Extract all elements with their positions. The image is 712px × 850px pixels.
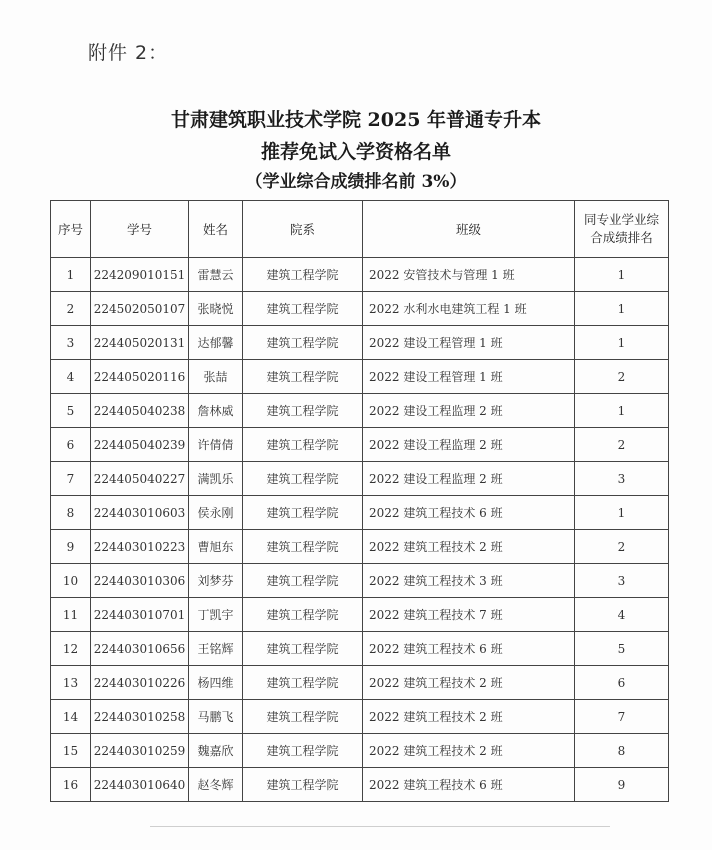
cell-department: 建筑工程学院 bbox=[243, 530, 363, 564]
table-row bbox=[51, 530, 669, 564]
cell-student-id: 224405040239 bbox=[91, 428, 189, 462]
cell-index: 1 bbox=[51, 258, 91, 292]
cell-index: 8 bbox=[51, 496, 91, 530]
cell-class: 2022 建设工程管理 1 班 bbox=[363, 326, 575, 360]
cell-index: 10 bbox=[51, 564, 91, 598]
cell-class: 2022 建设工程监理 2 班 bbox=[363, 394, 575, 428]
cell-rank: 9 bbox=[575, 768, 669, 802]
cell-student-id: 224403010223 bbox=[91, 530, 189, 564]
header-department: 院系 bbox=[243, 201, 363, 258]
cell-name: 刘梦芬 bbox=[189, 564, 243, 598]
cell-department: 建筑工程学院 bbox=[243, 258, 363, 292]
cell-rank: 1 bbox=[575, 326, 669, 360]
cell-department: 建筑工程学院 bbox=[243, 462, 363, 496]
cell-name: 魏嘉欣 bbox=[189, 734, 243, 768]
cell-department: 建筑工程学院 bbox=[243, 292, 363, 326]
cell-student-id: 224403010226 bbox=[91, 666, 189, 700]
header-rank: 同专业学业综合成绩排名 bbox=[575, 201, 669, 258]
cell-student-id: 224405020131 bbox=[91, 326, 189, 360]
cell-class: 2022 建筑工程技术 2 班 bbox=[363, 734, 575, 768]
cell-index: 6 bbox=[51, 428, 91, 462]
cell-class: 2022 建筑工程技术 2 班 bbox=[363, 666, 575, 700]
cell-student-id: 224405040238 bbox=[91, 394, 189, 428]
cell-index: 12 bbox=[51, 632, 91, 666]
cell-rank: 2 bbox=[575, 360, 669, 394]
cell-department: 建筑工程学院 bbox=[243, 496, 363, 530]
table-row bbox=[51, 598, 669, 632]
cell-name: 王铭辉 bbox=[189, 632, 243, 666]
table-row bbox=[51, 462, 669, 496]
page-bottom-line bbox=[150, 826, 610, 827]
cell-index: 16 bbox=[51, 768, 91, 802]
cell-name: 张喆 bbox=[189, 360, 243, 394]
cell-name: 张晓悦 bbox=[189, 292, 243, 326]
title-line-3: （学业综合成绩排名前 3%） bbox=[245, 172, 467, 192]
cell-class: 2022 建筑工程技术 3 班 bbox=[363, 564, 575, 598]
document-title bbox=[0, 104, 712, 196]
cell-student-id: 224403010656 bbox=[91, 632, 189, 666]
cell-department: 建筑工程学院 bbox=[243, 768, 363, 802]
cell-student-id: 224403010259 bbox=[91, 734, 189, 768]
cell-index: 7 bbox=[51, 462, 91, 496]
cell-class: 2022 建筑工程技术 7 班 bbox=[363, 598, 575, 632]
cell-name: 杨四维 bbox=[189, 666, 243, 700]
cell-department: 建筑工程学院 bbox=[243, 428, 363, 462]
table-row bbox=[51, 394, 669, 428]
cell-rank: 3 bbox=[575, 564, 669, 598]
cell-name: 赵冬辉 bbox=[189, 768, 243, 802]
cell-index: 9 bbox=[51, 530, 91, 564]
cell-class: 2022 建筑工程技术 2 班 bbox=[363, 530, 575, 564]
cell-student-id: 224209010151 bbox=[91, 258, 189, 292]
cell-index: 14 bbox=[51, 700, 91, 734]
cell-student-id: 224502050107 bbox=[91, 292, 189, 326]
cell-name: 雷慧云 bbox=[189, 258, 243, 292]
attachment-label: 附件 2： bbox=[88, 42, 169, 64]
title-line-1: 甘肃建筑职业技术学院 2025 年普通专升本 bbox=[170, 109, 542, 131]
cell-name: 丁凯宇 bbox=[189, 598, 243, 632]
cell-rank: 6 bbox=[575, 666, 669, 700]
cell-rank: 8 bbox=[575, 734, 669, 768]
cell-rank: 1 bbox=[575, 496, 669, 530]
cell-rank: 4 bbox=[575, 598, 669, 632]
cell-rank: 3 bbox=[575, 462, 669, 496]
cell-class: 2022 建设工程监理 2 班 bbox=[363, 462, 575, 496]
cell-department: 建筑工程学院 bbox=[243, 326, 363, 360]
cell-index: 5 bbox=[51, 394, 91, 428]
cell-student-id: 224403010603 bbox=[91, 496, 189, 530]
cell-class: 2022 水利水电建筑工程 1 班 bbox=[363, 292, 575, 326]
cell-department: 建筑工程学院 bbox=[243, 394, 363, 428]
table-row bbox=[51, 326, 669, 360]
cell-department: 建筑工程学院 bbox=[243, 632, 363, 666]
cell-class: 2022 建筑工程技术 2 班 bbox=[363, 700, 575, 734]
cell-student-id: 224403010306 bbox=[91, 564, 189, 598]
cell-name: 满凯乐 bbox=[189, 462, 243, 496]
table-row bbox=[51, 360, 669, 394]
cell-department: 建筑工程学院 bbox=[243, 734, 363, 768]
title-line-2: 推荐免试入学资格名单 bbox=[260, 141, 451, 163]
cell-department: 建筑工程学院 bbox=[243, 598, 363, 632]
cell-rank: 2 bbox=[575, 428, 669, 462]
cell-student-id: 224403010258 bbox=[91, 700, 189, 734]
header-index: 序号 bbox=[51, 201, 91, 258]
table-row bbox=[51, 632, 669, 666]
table-row bbox=[51, 666, 669, 700]
cell-name: 许倩倩 bbox=[189, 428, 243, 462]
cell-rank: 1 bbox=[575, 394, 669, 428]
table-row bbox=[51, 734, 669, 768]
cell-class: 2022 建筑工程技术 6 班 bbox=[363, 768, 575, 802]
cell-class: 2022 建设工程管理 1 班 bbox=[363, 360, 575, 394]
table-row bbox=[51, 564, 669, 598]
cell-student-id: 224405040227 bbox=[91, 462, 189, 496]
header-class: 班级 bbox=[363, 201, 575, 258]
cell-name: 马鹏飞 bbox=[189, 700, 243, 734]
table-row bbox=[51, 292, 669, 326]
cell-class: 2022 安管技术与管理 1 班 bbox=[363, 258, 575, 292]
table-header-row bbox=[51, 201, 669, 258]
cell-class: 2022 建设工程监理 2 班 bbox=[363, 428, 575, 462]
cell-name: 曹旭东 bbox=[189, 530, 243, 564]
cell-index: 15 bbox=[51, 734, 91, 768]
cell-name: 达郁馨 bbox=[189, 326, 243, 360]
cell-department: 建筑工程学院 bbox=[243, 564, 363, 598]
cell-rank: 2 bbox=[575, 530, 669, 564]
table-row bbox=[51, 700, 669, 734]
table-row bbox=[51, 768, 669, 802]
cell-student-id: 224403010640 bbox=[91, 768, 189, 802]
cell-rank: 5 bbox=[575, 632, 669, 666]
cell-index: 11 bbox=[51, 598, 91, 632]
table-body bbox=[51, 258, 669, 802]
header-name: 姓名 bbox=[189, 201, 243, 258]
table-row bbox=[51, 428, 669, 462]
cell-student-id: 224403010701 bbox=[91, 598, 189, 632]
cell-department: 建筑工程学院 bbox=[243, 700, 363, 734]
cell-department: 建筑工程学院 bbox=[243, 360, 363, 394]
cell-student-id: 224405020116 bbox=[91, 360, 189, 394]
table-row bbox=[51, 496, 669, 530]
recommendation-table bbox=[50, 200, 669, 802]
cell-class: 2022 建筑工程技术 6 班 bbox=[363, 632, 575, 666]
cell-rank: 1 bbox=[575, 258, 669, 292]
cell-index: 2 bbox=[51, 292, 91, 326]
cell-rank: 7 bbox=[575, 700, 669, 734]
cell-department: 建筑工程学院 bbox=[243, 666, 363, 700]
table-row bbox=[51, 258, 669, 292]
header-student-id: 学号 bbox=[91, 201, 189, 258]
cell-class: 2022 建筑工程技术 6 班 bbox=[363, 496, 575, 530]
cell-name: 詹林威 bbox=[189, 394, 243, 428]
cell-index: 13 bbox=[51, 666, 91, 700]
cell-name: 侯永刚 bbox=[189, 496, 243, 530]
cell-index: 4 bbox=[51, 360, 91, 394]
cell-index: 3 bbox=[51, 326, 91, 360]
cell-rank: 1 bbox=[575, 292, 669, 326]
